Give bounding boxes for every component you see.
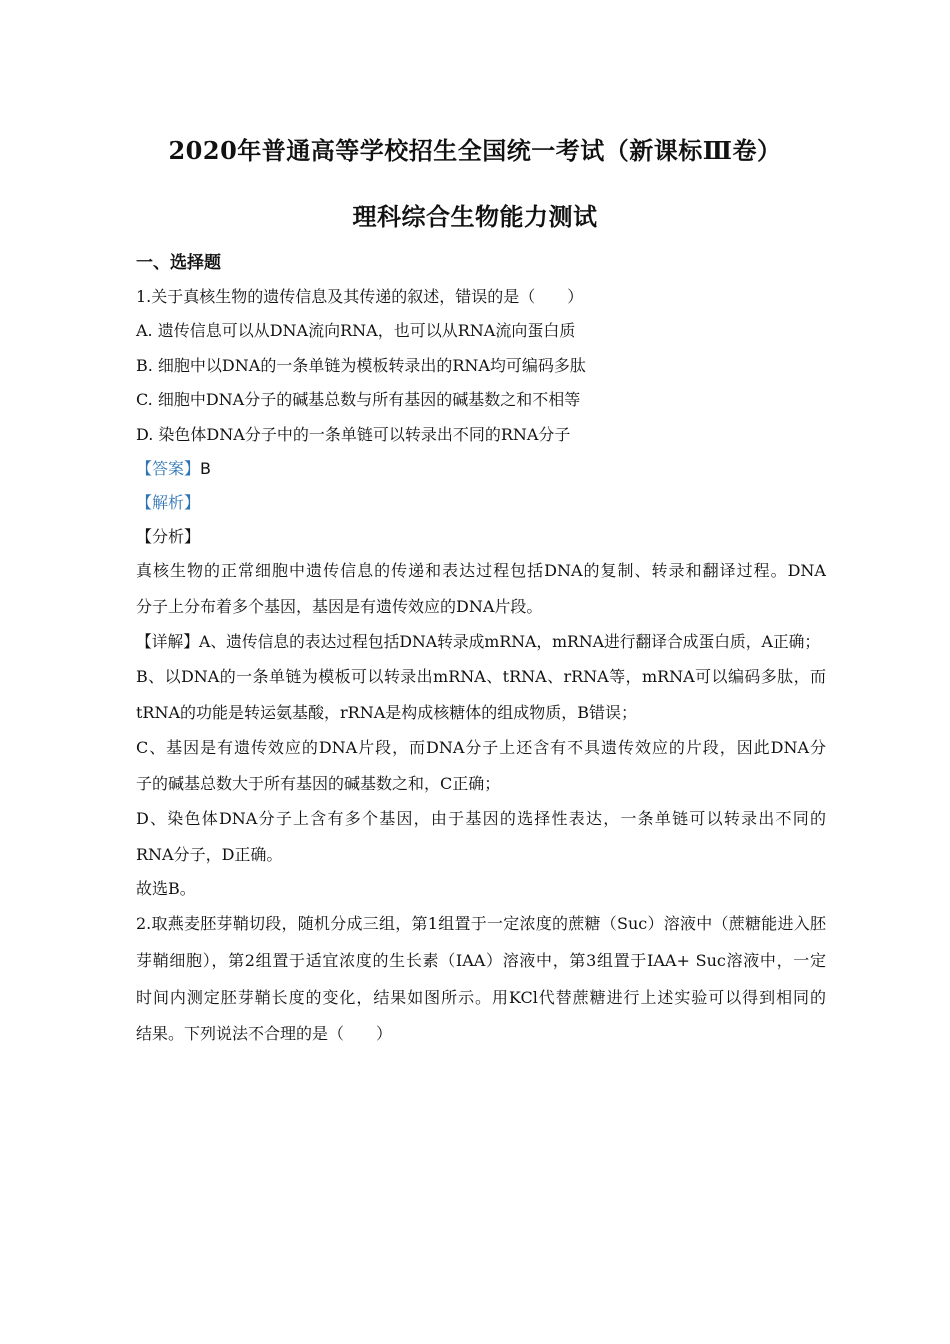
q1-option-c: C. 细胞中DNA分子的碱基总数与所有基因的碱基数之和不相等 xyxy=(136,390,581,409)
detail-line: B、以DNA的一条单链为模板可以转录出mRNA、tRNA、rRNA等，mRNA可以编码多肽，而 xyxy=(136,667,826,686)
q1-option-b: B. 细胞中以DNA的一条单链为模板转录出的RNA均可编码多肽 xyxy=(136,356,586,375)
detail-line: tRNA的功能是转运氨基酸，rRNA是构成核糖体的组成物质，B错误； xyxy=(136,703,638,722)
q1-option-a: A. 遗传信息可以从DNA流向RNA，也可以从RNA流向蛋白质 xyxy=(136,321,576,340)
fenxi-text-line: 真核生物的正常细胞中遗传信息的传递和表达过程包括DNA的复制、转录和翻译过程。DNA xyxy=(136,561,826,580)
fenxi-text-line: 分子上分布着多个基因，基因是有遗传效应的DNA片段。 xyxy=(136,597,543,616)
detail-line: RNA分子，D正确。 xyxy=(136,845,283,864)
detail-line: 子的碱基总数大于所有基因的碱基数之和，C正确； xyxy=(136,774,501,793)
q2-stem-line: 2.取燕麦胚芽鞘切段，随机分成三组，第1组置于一定浓度的蔗糖（Suc）溶液中（蔗糖能进入胚 xyxy=(136,914,826,933)
section-heading: 一、选择题 xyxy=(136,253,221,273)
fenxi-label: 【分析】 xyxy=(136,527,201,546)
detail-text: A、遗传信息的表达过程包括DNA转录成mRNA，mRNA进行翻译合成蛋白质，A正确； xyxy=(199,632,821,651)
q1-option-d: D. 染色体DNA分子中的一条单链可以转录出不同的RNA分子 xyxy=(136,425,571,444)
q1-stem: 1.关于真核生物的遗传信息及其传递的叙述，错误的是（ ） xyxy=(136,287,584,306)
detail-line: D、染色体DNA分子上含有多个基因，由于基因的选择性表达，一条单链可以转录出不同的 xyxy=(136,809,826,828)
analysis-label: 【解析】 xyxy=(136,493,201,512)
q2-stem-line: 时间内测定胚芽鞘长度的变化，结果如图所示。用KCl代替蔗糖进行上述实验可以得到相同的 xyxy=(136,988,826,1007)
q2-stem-line: 芽鞘细胞），第2组置于适宜浓度的生长素（IAA）溶液中，第3组置于IAA+ Suc溶液中，一定 xyxy=(136,951,826,970)
exam-subtitle: 理科综合生物能力测试 xyxy=(352,202,598,231)
q1-answer xyxy=(136,458,826,480)
answer-value: B xyxy=(200,459,211,478)
detail-line xyxy=(136,631,826,653)
answer-label: 【答案】 xyxy=(136,459,201,478)
detail-line: C、基因是有遗传效应的DNA片段，而DNA分子上还含有不具遗传效应的片段，因此DNA分 xyxy=(136,738,826,757)
exam-title: 2020年普通高等学校招生全国统一考试（新课标Ⅲ卷） xyxy=(168,136,782,165)
q2-stem-line: 结果。下列说法不合理的是（ ） xyxy=(136,1024,393,1043)
detail-conclusion: 故选B。 xyxy=(136,879,196,898)
detail-label: 【详解】 xyxy=(136,632,199,651)
